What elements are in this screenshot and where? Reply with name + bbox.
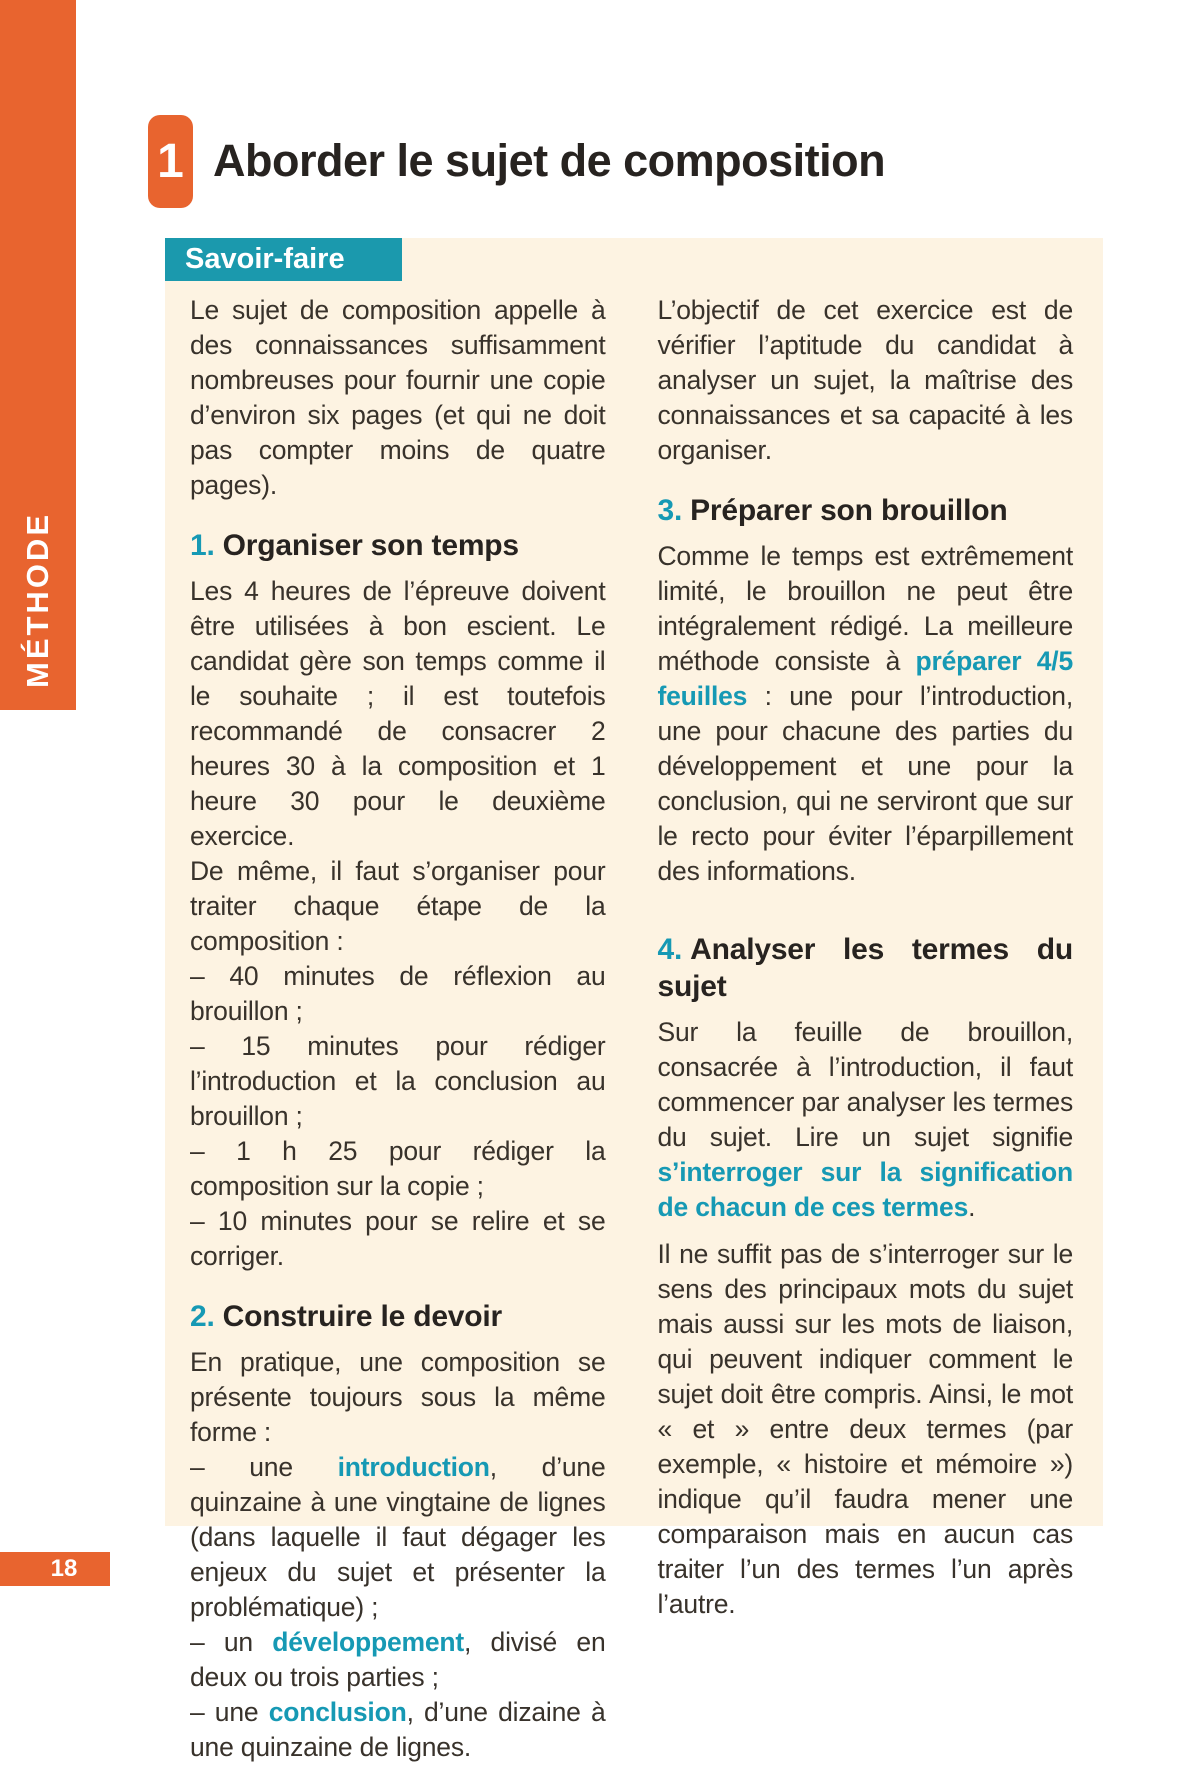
dash-list-item: – une introduction, d’une quinzaine à une vingtaine de lignes (dans laquelle il faut dégager les enjeux du sujet et présenter la problématique) ; (190, 1452, 606, 1622)
left-column (190, 293, 606, 1762)
dash-list-item: – 15 minutes pour rédiger l’introduction et la conclusion au brouillon ; (190, 1031, 606, 1131)
savoir-faire-badge (165, 238, 402, 281)
chapter-number: 1 (157, 134, 184, 188)
section-1-title: Organiser son temps (222, 529, 519, 562)
section-4-title: Analyser les termes du sujet (657, 933, 1073, 1003)
badge-label: Savoir-faire (185, 243, 345, 275)
section-1-heading (190, 527, 606, 564)
section-3-heading (658, 492, 1074, 529)
intro-paragraph-left: Le sujet de composition appelle à des connaissances suffisamment nombreuses pour fournir une copie d’environ six pages (et qui ne doit pas compter moins de quatre pages). (190, 295, 606, 500)
chapter-header (148, 105, 885, 217)
section-1-paragraph: De même, il faut s’organiser pour traiter chaque étape de la composition : (190, 856, 606, 956)
method-sidebar-tab (0, 0, 76, 710)
section-2-paragraph: En pratique, une composition se présente toujours sous la même forme : (190, 1347, 606, 1447)
page-number-badge (0, 1552, 110, 1586)
page-title: Aborder le sujet de composition (213, 135, 886, 187)
page-number: 18 (50, 1555, 78, 1582)
dash-list-item: – un développement, divisé en deux ou trois parties ; (190, 1627, 606, 1692)
chapter-number-box (148, 115, 193, 208)
section-2-number: 2. (190, 1300, 215, 1333)
section-3-paragraph: Comme le temps est extrêmement limité, le brouillon ne peut être intégralement rédigé. La meilleure méthode consiste à préparer 4/5 feuilles : une pour l’introduction, une pour chacune des parties du développement et une pour la conclusion, qui ne serviront que sur le recto pour éviter l’éparpillement des informations. (657, 541, 1073, 886)
content-panel (165, 238, 1103, 1762)
section-3-title: Préparer son brouillon (690, 494, 1008, 527)
method-label: MÉTHODE (20, 512, 55, 688)
right-column (657, 293, 1074, 1619)
section-4-paragraph: Il ne suffit pas de s’interroger sur le sens des principaux mots du sujet mais aussi sur les mots de liaison, qui peuvent indiquer comment le sujet doit être compris. Ainsi, le mot « et » entre deux termes (par exemple, « histoire et mémoire ») indique qu’il faudra mener une comparaison mais en aucun cas traiter l’un des termes l’un après l’autre. (657, 1239, 1073, 1619)
two-column-layout (190, 293, 1073, 1762)
section-2-title: Construire le devoir (222, 1300, 503, 1333)
section-1-paragraph: Les 4 heures de l’épreuve doivent être utilisées à bon escient. Le candidat gère son temps comme il le souhaite ; il est toutefois recommandé de consacrer 2 heures 30 à la composition et 1 heure 30 pour le deuxième exercice. (190, 576, 606, 851)
dash-list-item: – 1 h 25 pour rédiger la composition sur la copie ; (190, 1136, 606, 1201)
dash-list-item: – 40 minutes de réflexion au brouillon ; (190, 961, 606, 1026)
dash-list-item: – une conclusion, d’une dizaine à une quinzaine de lignes. (190, 1697, 606, 1762)
section-4-number: 4. (657, 933, 683, 966)
section-4-paragraph: Sur la feuille de brouillon, consacrée à l’introduction, il faut commencer par analyser les termes du sujet. Lire un sujet signifie s’interroger sur la signification de chacun de ces termes. (657, 1017, 1073, 1222)
dash-list-item: – 10 minutes pour se relire et se corriger. (190, 1206, 606, 1271)
section-2-heading (190, 1298, 606, 1335)
section-4-heading (658, 931, 1074, 1005)
intro-paragraph-right: L’objectif de cet exercice est de vérifier l’aptitude du candidat à analyser un sujet, la maîtrise des connaissances et sa capacité à les organiser. (657, 295, 1073, 465)
section-1-number: 1. (190, 529, 215, 562)
section-3-number: 3. (657, 494, 683, 527)
